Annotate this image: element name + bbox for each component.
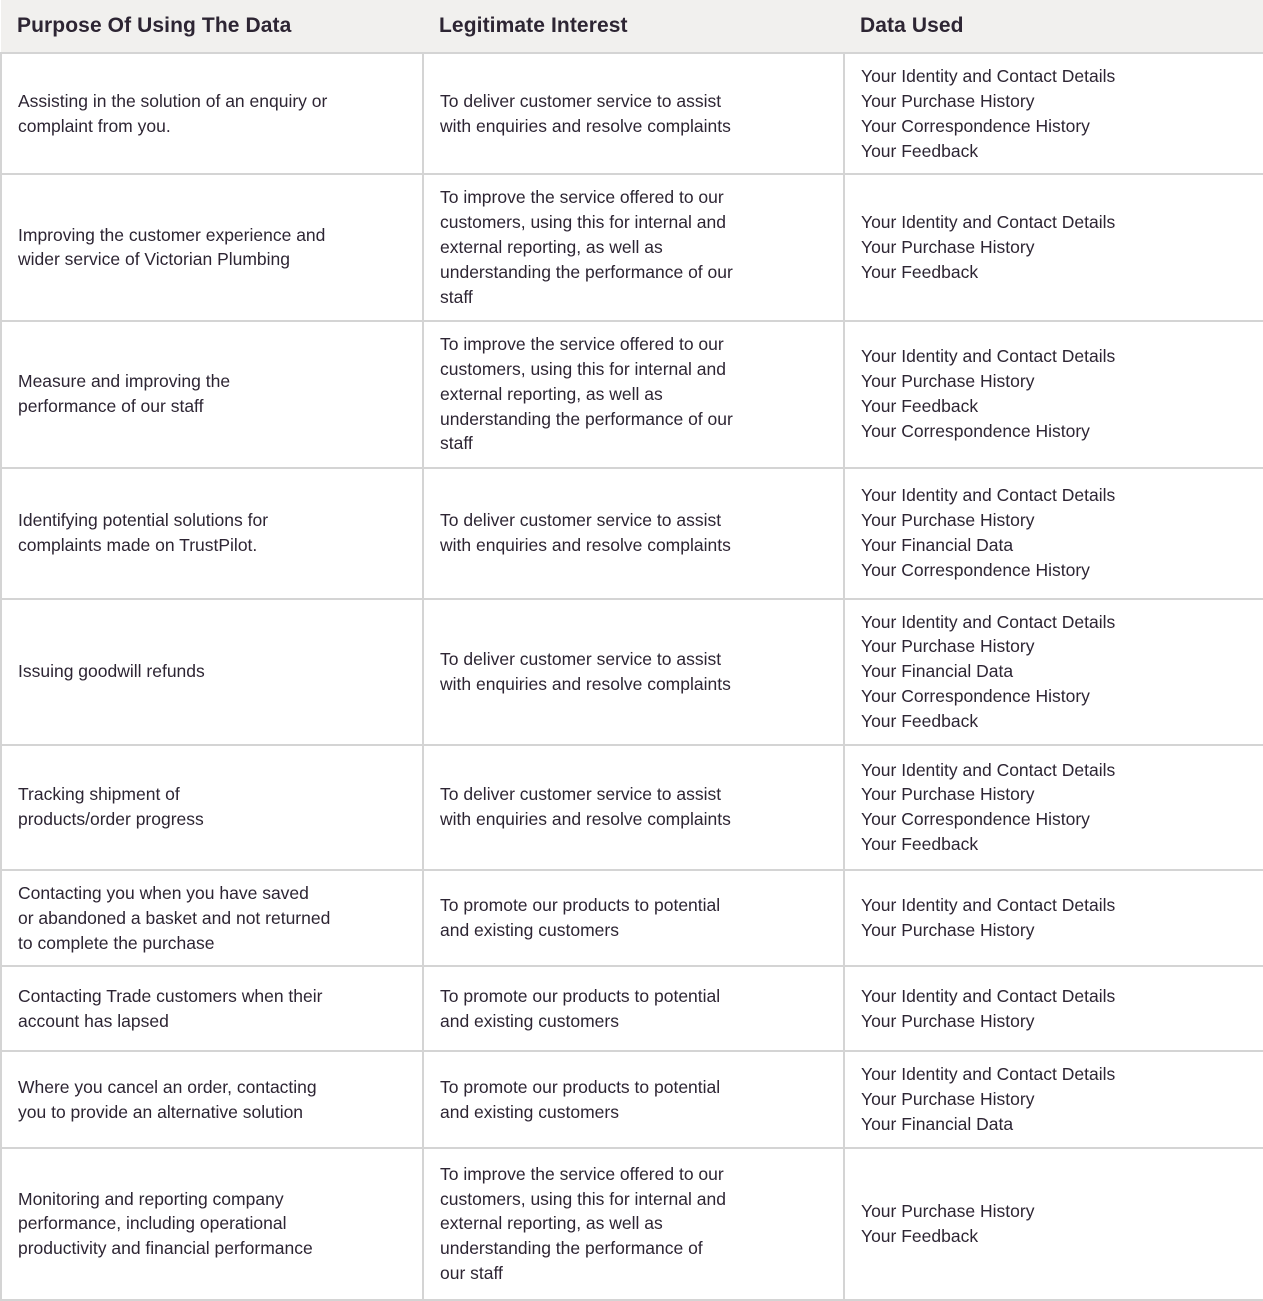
cell-data-used-line: Your Financial Data: [861, 535, 1014, 556]
table-row: [1, 468, 1263, 599]
column-header-legitimate-interest: Legitimate Interest: [423, 0, 844, 53]
cell-legitimate-interest-line: with enquiries and resolve complaints: [440, 809, 731, 830]
column-header-data-used: Data Used: [844, 0, 1263, 53]
table-header: [1, 0, 1263, 53]
cell-legitimate-interest-line: and existing customers: [440, 1101, 619, 1122]
cell-data-used: [844, 745, 1263, 870]
cell-legitimate-interest: [423, 1051, 844, 1148]
cell-legitimate-interest-line: To improve the service offered to our: [440, 333, 724, 354]
cell-legitimate-interest-line: To promote our products to potential: [440, 895, 721, 916]
cell-data-used-line: Your Feedback: [861, 396, 979, 417]
cell-data-used: [844, 599, 1263, 745]
cell-data-used-line: Your Identity and Contact Details: [861, 485, 1116, 506]
cell-data-used-line: Your Purchase History: [861, 237, 1035, 258]
cell-data-used-line: Your Identity and Contact Details: [861, 66, 1116, 86]
cell-purpose-line: or abandoned a basket and not returned: [18, 907, 331, 928]
cell-data-used-line: Your Feedback: [861, 834, 979, 855]
cell-data-used-line: Your Identity and Contact Details: [861, 986, 1116, 1006]
cell-legitimate-interest: [423, 1148, 844, 1300]
cell-purpose: [1, 1148, 423, 1300]
cell-legitimate-interest-line: To improve the service offered to our: [440, 187, 724, 208]
cell-data-used-line: Your Identity and Contact Details: [861, 346, 1116, 367]
table-row: [1, 599, 1263, 745]
cell-purpose-line: Improving the customer experience and: [18, 224, 326, 245]
cell-data-used-line: Your Correspondence History: [861, 115, 1090, 136]
cell-legitimate-interest: [423, 468, 844, 599]
cell-data-used-line: Your Purchase History: [861, 1201, 1035, 1222]
cell-purpose: [1, 870, 423, 967]
cell-legitimate-interest: [423, 321, 844, 468]
cell-legitimate-interest-line: customers, using this for internal and: [440, 212, 726, 233]
cell-legitimate-interest: [423, 53, 844, 174]
cell-legitimate-interest-line: staff: [440, 286, 473, 307]
cell-purpose-line: Monitoring and reporting company: [18, 1188, 284, 1209]
cell-data-used-line: Your Correspondence History: [861, 559, 1090, 580]
table-row: [1, 870, 1263, 967]
cell-legitimate-interest-line: To deliver customer service to assist: [440, 784, 722, 805]
cell-legitimate-interest-line: and existing customers: [440, 1010, 619, 1031]
cell-data-used-line: Your Identity and Contact Details: [861, 212, 1116, 233]
table-row: [1, 321, 1263, 468]
cell-purpose: [1, 174, 423, 320]
table-row: [1, 1051, 1263, 1148]
cell-data-used-line: Your Identity and Contact Details: [861, 611, 1116, 632]
cell-legitimate-interest-line: To deliver customer service to assist: [440, 90, 722, 111]
cell-legitimate-interest-line: customers, using this for internal and: [440, 1188, 726, 1209]
cell-data-used-line: Your Purchase History: [861, 636, 1035, 657]
cell-data-used-line: Your Feedback: [861, 140, 979, 161]
cell-legitimate-interest: [423, 966, 844, 1051]
cell-legitimate-interest-line: To promote our products to potential: [440, 1076, 721, 1097]
cell-purpose-line: complaint from you.: [18, 115, 171, 136]
table-header-row: [1, 0, 1263, 53]
cell-data-used-line: Your Correspondence History: [861, 809, 1090, 830]
cell-legitimate-interest: [423, 745, 844, 870]
cell-legitimate-interest-line: To deliver customer service to assist: [440, 648, 722, 669]
cell-legitimate-interest-line: To deliver customer service to assist: [440, 510, 722, 531]
cell-purpose-line: productivity and financial performance: [18, 1238, 313, 1259]
cell-legitimate-interest-line: with enquiries and resolve complaints: [440, 673, 731, 694]
cell-legitimate-interest-line: understanding the performance of: [440, 1238, 703, 1259]
cell-legitimate-interest: [423, 599, 844, 745]
cell-data-used-line: Your Identity and Contact Details: [861, 759, 1116, 780]
cell-data-used-line: Your Identity and Contact Details: [861, 895, 1116, 916]
column-header-purpose: Purpose Of Using The Data: [1, 0, 423, 53]
cell-purpose-line: complaints made on TrustPilot.: [18, 535, 258, 556]
cell-data-used-line: Your Purchase History: [861, 1010, 1035, 1031]
cell-data-used: [844, 1148, 1263, 1300]
cell-purpose: [1, 966, 423, 1051]
cell-purpose: [1, 53, 423, 174]
table-row: [1, 53, 1263, 174]
cell-purpose-line: Contacting Trade customers when their: [18, 986, 323, 1006]
cell-purpose: [1, 1051, 423, 1148]
cell-legitimate-interest-line: understanding the performance of our: [440, 261, 733, 282]
cell-purpose-line: Issuing goodwill refunds: [18, 661, 205, 682]
cell-legitimate-interest-line: and existing customers: [440, 920, 619, 941]
cell-legitimate-interest-line: with enquiries and resolve complaints: [440, 535, 731, 556]
cell-purpose-line: Assisting in the solution of an enquiry or: [18, 90, 328, 111]
cell-purpose-line: account has lapsed: [18, 1010, 169, 1031]
cell-purpose-line: Identifying potential solutions for: [18, 510, 269, 531]
cell-data-used: [844, 53, 1263, 174]
cell-purpose-line: Measure and improving the: [18, 371, 231, 392]
cell-data-used-line: Your Purchase History: [861, 90, 1035, 111]
cell-data-used-line: Your Purchase History: [861, 920, 1035, 941]
cell-legitimate-interest-line: staff: [440, 433, 473, 454]
cell-data-used: [844, 1051, 1263, 1148]
cell-purpose-line: Contacting you when you have saved: [18, 882, 309, 903]
cell-purpose-line: to complete the purchase: [18, 932, 215, 953]
cell-legitimate-interest-line: understanding the performance of our: [440, 408, 733, 429]
cell-purpose-line: wider service of Victorian Plumbing: [18, 249, 291, 270]
cell-purpose-line: performance, including operational: [18, 1213, 287, 1234]
cell-legitimate-interest-line: external reporting, as well as: [440, 383, 663, 404]
cell-data-used-line: Your Correspondence History: [861, 686, 1090, 707]
cell-legitimate-interest-line: external reporting, as well as: [440, 1213, 663, 1234]
cell-purpose: [1, 321, 423, 468]
cell-legitimate-interest-line: our staff: [440, 1263, 503, 1284]
cell-purpose-line: Where you cancel an order, contacting: [18, 1076, 317, 1097]
cell-purpose: [1, 745, 423, 870]
cell-data-used: [844, 870, 1263, 967]
cell-legitimate-interest: [423, 174, 844, 320]
cell-data-used: [844, 966, 1263, 1051]
cell-purpose: [1, 468, 423, 599]
table-row: [1, 1148, 1263, 1300]
cell-legitimate-interest: [423, 870, 844, 967]
cell-legitimate-interest-line: external reporting, as well as: [440, 237, 663, 258]
cell-data-used-line: Your Financial Data: [861, 661, 1014, 682]
table-row: [1, 966, 1263, 1051]
cell-data-used-line: Your Purchase History: [861, 371, 1035, 392]
cell-purpose: [1, 599, 423, 745]
cell-data-used: [844, 468, 1263, 599]
cell-data-used: [844, 174, 1263, 320]
cell-data-used-line: Your Feedback: [861, 261, 979, 282]
cell-data-used-line: Your Purchase History: [861, 1089, 1035, 1110]
cell-data-used-line: Your Purchase History: [861, 510, 1035, 531]
table-row: [1, 745, 1263, 870]
cell-data-used-line: Your Feedback: [861, 710, 979, 731]
cell-legitimate-interest-line: with enquiries and resolve complaints: [440, 115, 731, 136]
table-body: [1, 53, 1263, 1300]
cell-purpose-line: Tracking shipment of: [18, 784, 180, 805]
cell-data-used-line: Your Financial Data: [861, 1114, 1014, 1135]
cell-purpose-line: you to provide an alternative solution: [18, 1101, 304, 1122]
cell-purpose-line: products/order progress: [18, 809, 204, 830]
cell-data-used-line: Your Feedback: [861, 1225, 979, 1246]
cell-data-used: [844, 321, 1263, 468]
cell-data-used-line: Your Identity and Contact Details: [861, 1064, 1116, 1085]
table-row: [1, 174, 1263, 320]
cell-data-used-line: Your Purchase History: [861, 784, 1035, 805]
cell-data-used-line: Your Correspondence History: [861, 420, 1090, 441]
cell-legitimate-interest-line: To promote our products to potential: [440, 986, 721, 1006]
cell-legitimate-interest-line: To improve the service offered to our: [440, 1163, 724, 1184]
cell-purpose-line: performance of our staff: [18, 396, 204, 417]
cell-legitimate-interest-line: customers, using this for internal and: [440, 358, 726, 379]
